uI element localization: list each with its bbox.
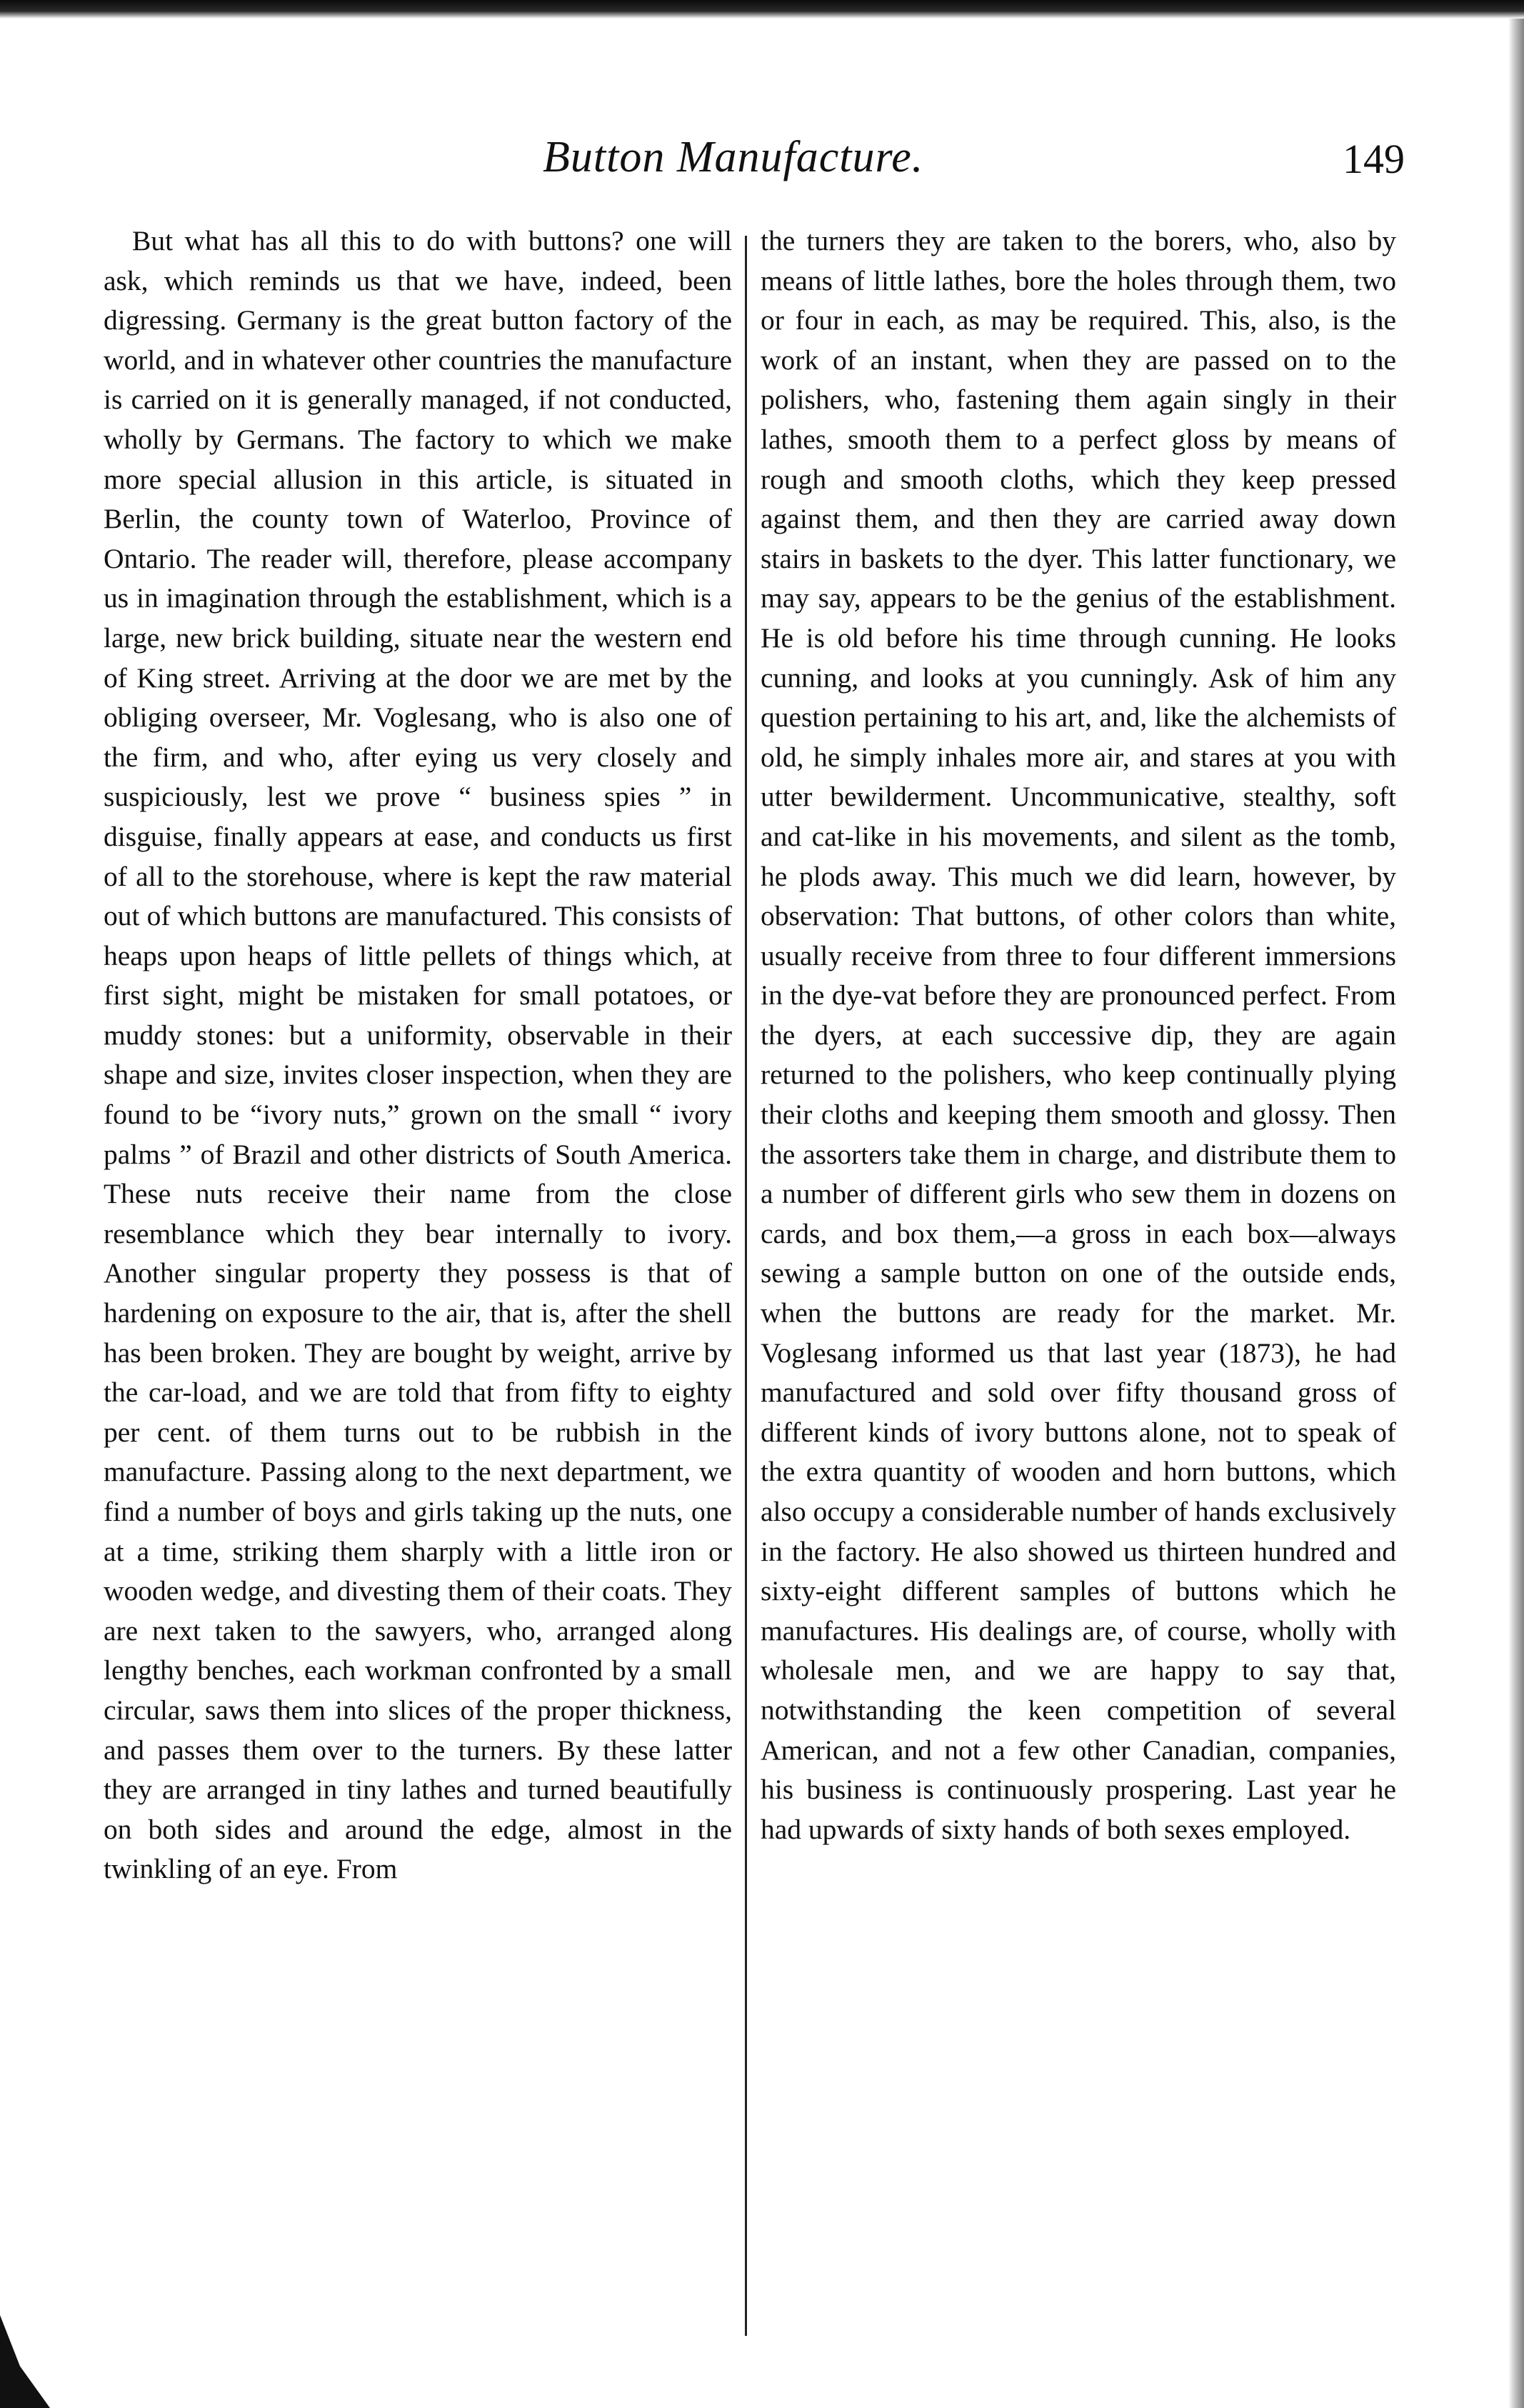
text-column-right [761,221,1396,1849]
column-left-paragraph: But what has all this to do with buttons? one will ask, which reminds us that we have, indeed, been digressing. Germany is the great button factory of the world, and in whatever other countries the manufacture is carried on it is generally managed, if not conducted, wholly by Germans. The factory to which we make more special allusion in this article, is situated in Berlin, the county town of Waterloo, Province of Ontario. The reader will, therefore, please accompany us in imagination through the establishment, which is a large, new brick building, situate near the western end of King street. Arriving at the door we are met by the obliging overseer, Mr. Voglesang, who is also one of the firm, and who, after eying us very closely and suspiciously, lest we prove “ business spies ” in disguise, finally appears at ease, and conducts us first of all to the storehouse, where is kept the raw material out of which buttons are manufactured. This consists of heaps upon heaps of little pellets of things which, at first sight, might be mistaken for small potatoes, or muddy stones: but a uniformity, observable in their shape and size, invites closer inspection, when they are found to be “ivory nuts,” grown on the small “ ivory palms ” of Brazil and other districts of South America. These nuts receive their name from the close resemblance which they bear internally to ivory. Another singular property they possess is that of hardening on exposure to the air, that is, after the shell has been broken. They are bought by weight, arrive by the car-load, and we are told that from fifty to eighty per cent. of them turns out to be rubbish in the manufacture. Passing along to the next department, we find a number of boys and girls taking up the nuts, one at a time, striking them sharply with a little iron or wooden wedge, and divesting them of their coats. They are next taken to the sawyers, who, arranged along lengthy benches, each workman confronted by a small circular, saws them into slices of the proper thickness, and passes them over to the turners. By these latter they are arranged in tiny lathes and turned beautifully on both sides and around the edge, almost in the twinkling of an eye. From [104,225,732,1885]
running-title: Button Manufacture. [543,133,924,181]
column-divider-rule [745,236,747,2336]
page-header [0,132,1524,211]
page-top-border [0,0,1524,19]
column-right-paragraph: the turners they are taken to the borers, who, also by means of little lathes, bore the holes through them, two or four in each, as may be required. This, also, is the work of an instant, when they are passed on to the polishers, who, fastening them again singly in their lathes, smooth them to a perfect gloss by means of rough and smooth cloths, which they keep pressed against them, and then they are carried away down stairs in baskets to the dyer. This latter functionary, we may say, appears to be the genius of the establishment. He is old before his time through cunning. He looks cunning, and looks at you cunningly. Ask of him any question pertaining to his art, and, like the alchemists of old, he simply inhales more air, and stares at you with utter bewilderment. Uncommunicative, stealthy, soft and cat-like in his movements, and silent as the tomb, he plods away. This much we did learn, however, by observation: That buttons, of other colors than white, usually receive from three to four different immersions in the dye-vat before they are pronounced perfect. From the dyers, at each successive dip, they are again returned to the polishers, who keep continually plying their cloths and keeping them smooth and glossy. Then the assorters take them in charge, and distribute them to a number of different girls who sew them in dozens on cards, and box them,—a gross in each box—always sewing a sample button on one of the outside ends, when the buttons are ready for the market. Mr. Voglesang informed us that last year (1873), he had manufactured and sold over fifty thousand gross of different kinds of ivory buttons alone, not to speak of the extra quantity of wooden and horn buttons, which also occupy a considerable number of hands exclusively in the factory. He also showed us thirteen hundred and sixty-eight different samples of buttons which he manufactures. His dealings are, of course, wholly with wholesale men, and we are happy to say that, notwithstanding the keen competition of several American, and not a few other Canadian, companies, his business is continuously prospering. Last year he had upwards of sixty hands of both sexes employed. [761,225,1396,1845]
page-right-edge-shadow [1508,19,1524,2408]
page-number: 149 [1343,136,1405,182]
page-corner-mark [0,2315,50,2408]
text-column-left [104,221,732,1889]
